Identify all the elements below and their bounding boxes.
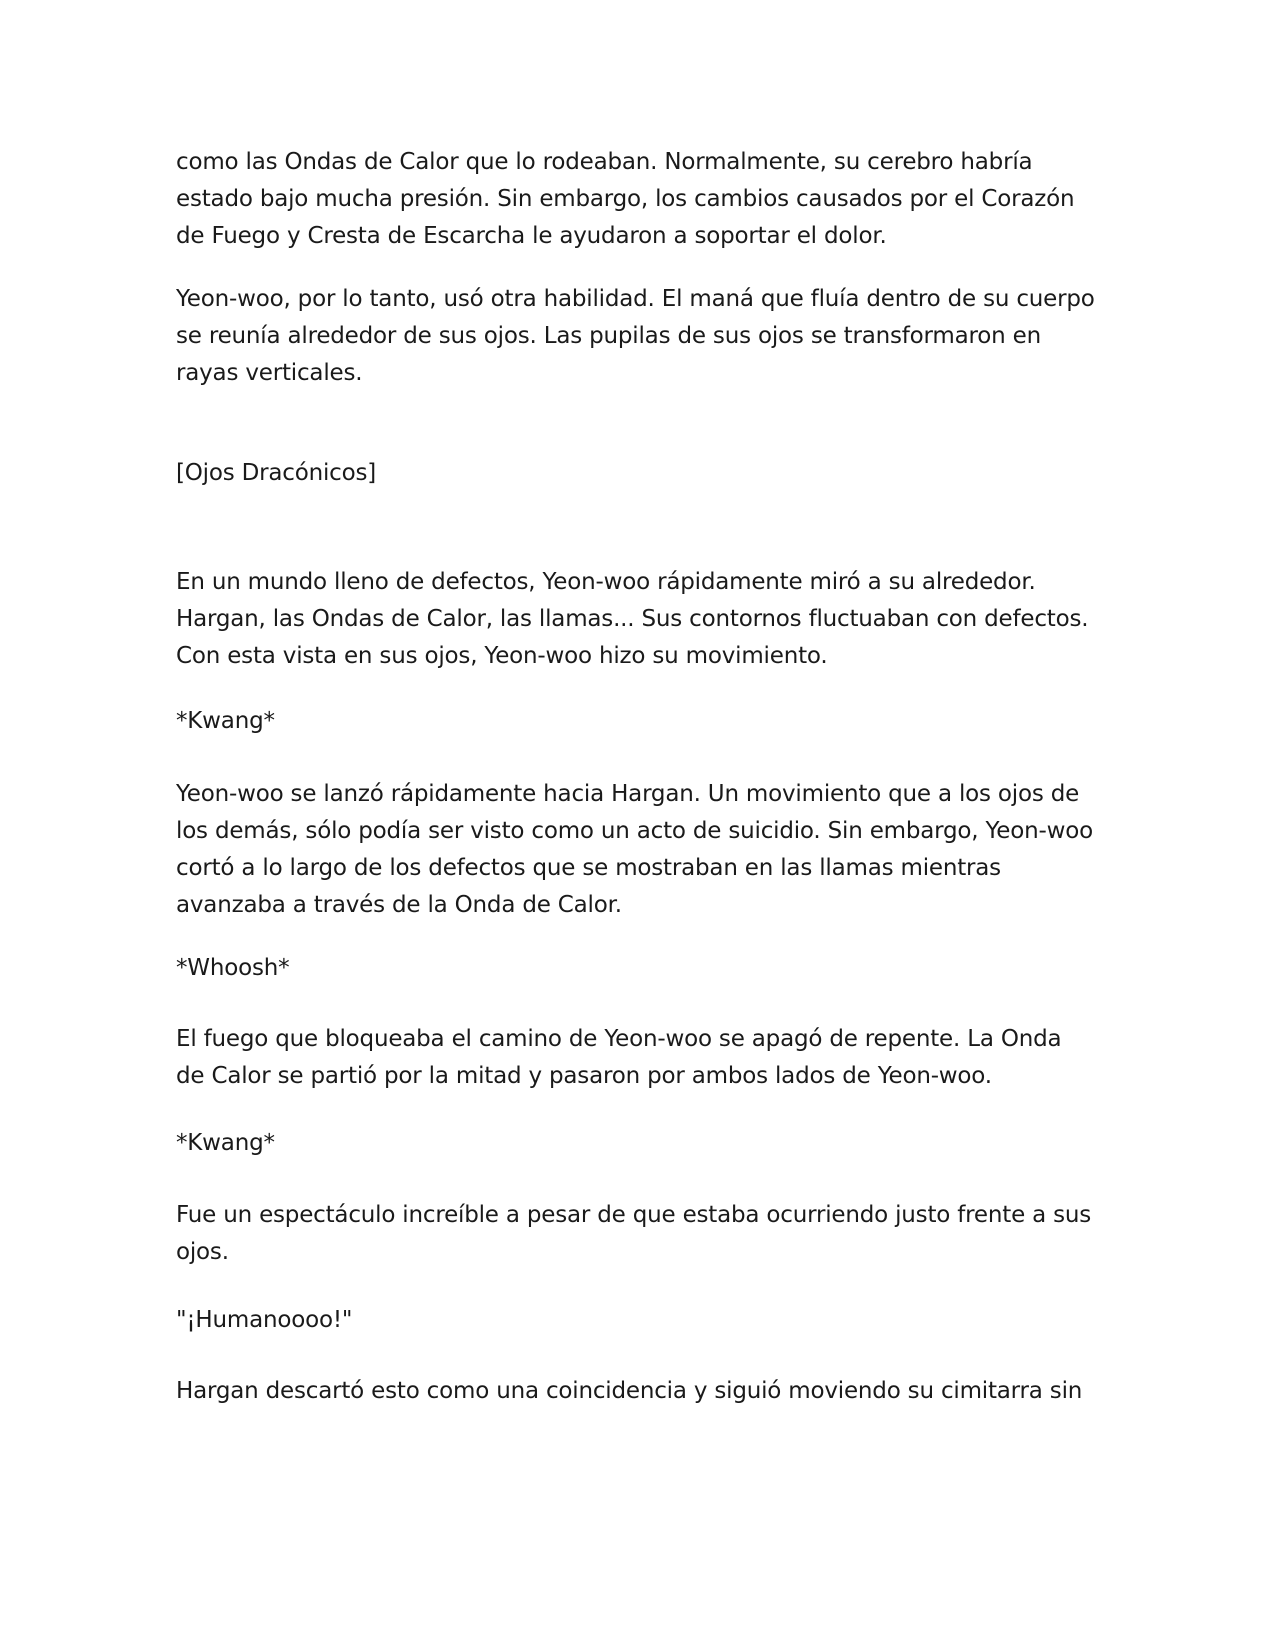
paragraph-launch-toward-hargan: Yeon-woo se lanzó rápidamente hacia Hargan. Un movimiento que a los ojos de los demás, sólo podía ser visto como un acto de suicidio. Sin embargo, Yeon-woo cortó a lo largo de los defectos que se mostraban en las llamas mientras avanzaba a través de la Onda de Calor. <box>176 781 1093 918</box>
paragraph-fire-extinguished: El fuego que bloqueaba el camino de Yeon-woo se apagó de repente. La Onda de Calor se partió por la mitad y pasaron por ambos lados de Yeon-woo. <box>176 1026 1062 1089</box>
sound-effect-whoosh: *Whoosh* <box>176 955 290 981</box>
paragraph-another-skill: Yeon-woo, por lo tanto, usó otra habilidad. El maná que fluía dentro de su cuerpo se reunía alrededor de sus ojos. Las pupilas de sus ojos se transformaron en rayas verticales. <box>176 286 1095 386</box>
paragraph-heat-waves: como las Ondas de Calor que lo rodeaban. Normalmente, su cerebro habría estado bajo mucha presión. Sin embargo, los cambios causados por el Corazón de Fuego y Cresta de Escarcha le ayudaron a soportar el dolor. <box>176 149 1075 249</box>
paragraph-hargan-dismissed: Hargan descartó esto como una coincidencia y siguió moviendo su cimitarra sin <box>176 1378 1083 1404</box>
sound-effect-kwang-2: *Kwang* <box>176 1130 275 1156</box>
paragraph-world-of-flaws: En un mundo lleno de defectos, Yeon-woo rápidamente miró a su alrededor. Hargan, las Ondas de Calor, las llamas... Sus contornos fluctuaban con defectos. Con esta vista en sus ojos, Yeon-woo hizo su movimiento. <box>176 569 1089 669</box>
sound-effect-kwang-1: *Kwang* <box>176 708 275 734</box>
paragraph-incredible-spectacle: Fue un espectáculo increíble a pesar de que estaba ocurriendo justo frente a sus ojos. <box>176 1202 1092 1265</box>
skill-name-heading: [Ojos Dracónicos] <box>176 460 377 486</box>
dialogue-humano: "¡Humanoooo!" <box>176 1307 353 1333</box>
